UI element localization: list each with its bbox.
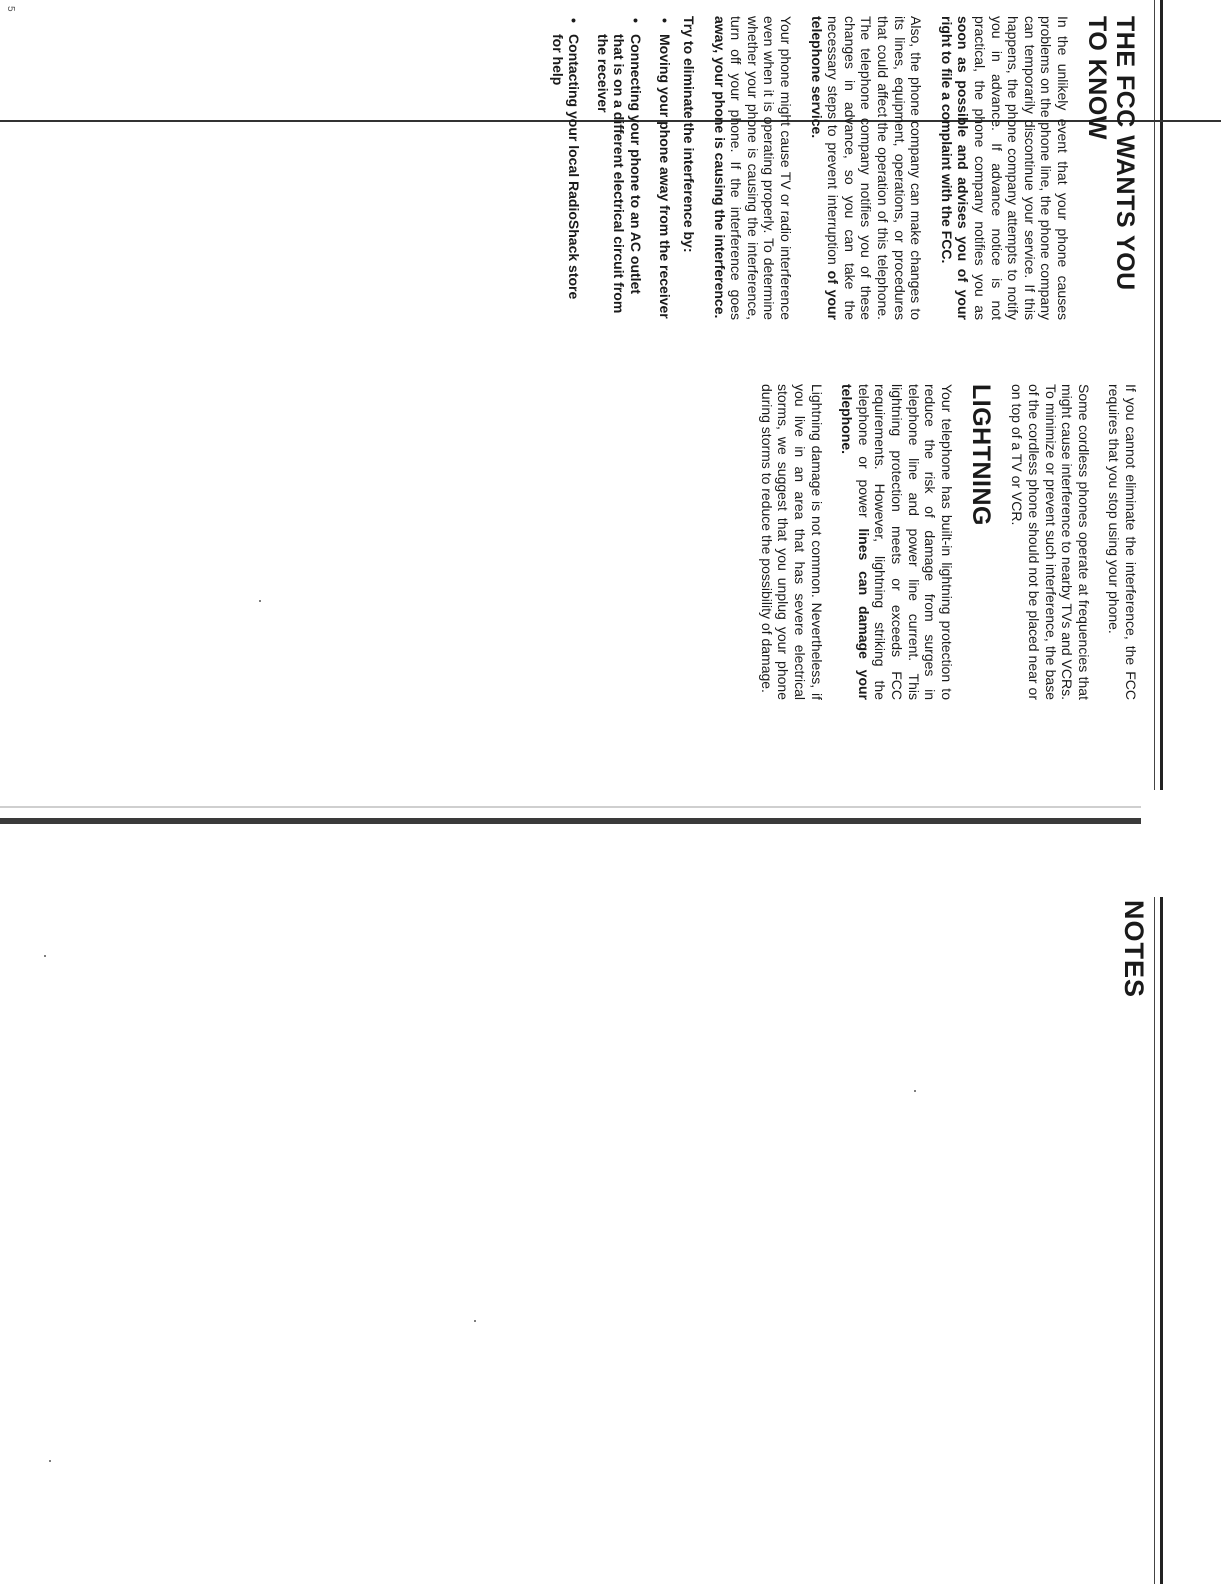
interference-remedy-list [549, 16, 673, 320]
list-item: • Connecting your phone to an AC outlet that is on a different electrical circuit from the receiver [594, 16, 644, 320]
list-item: • Contacting your local RadioShack store for help [549, 16, 582, 320]
fcc-heading: THE FCC WANTS YOU TO KNOW [1083, 16, 1139, 291]
header-rule-left-thick [1160, 0, 1163, 790]
page-fold-shadow [0, 806, 1141, 808]
paragraph-bold-text: of your telephone service. [808, 16, 842, 320]
page-number: 5 [5, 6, 16, 12]
paragraph-phone-company-changes [808, 16, 924, 320]
paragraph-stop-using: If you cannot eliminate the interference, the FCC requires that you stop using your phone. [1106, 384, 1139, 700]
scan-speck [44, 955, 46, 957]
header-rule-right-thin [1154, 897, 1155, 1584]
header-rule-right-thick [1160, 897, 1163, 1584]
scan-speck [474, 1320, 476, 1322]
scan-speck [914, 1090, 916, 1092]
paragraph-text: Your phone might cause TV or radio interference even when it is operating properly. To determine whether your phone is causing the interference, turn off your phone. If the interference goes [728, 16, 795, 320]
paragraph-lightning-protection [839, 384, 955, 700]
header-rule-left-thin [1154, 0, 1155, 790]
paragraph-bold-text: soon as possible and advises you of your right to file a complaint with the FCC. [938, 16, 972, 320]
paragraph-bold-text: lines can damage your telephone. [839, 384, 872, 700]
paragraph-text: In the unlikely event that your phone causes problems on the phone line, the phone company can temporarily discontinue your service. If this happens, the phone company attempts to notify you in advance. If advance notice is not practical, the phone company notifies you as [972, 16, 1071, 320]
scan-speck [259, 600, 261, 602]
paragraph-cordless-frequencies: Some cordless phones operate at frequencies that might cause interference to nearby TVs and VCRs. To minimize or prevent such interference, the base of the cordless phone should not be placed near or on top of a TV or VCR. [1009, 384, 1092, 700]
paragraph-text: Your telephone has built-in lightning protection to reduce the risk of damage from surges in telephone line and power line current. This lightning protection meets or exceeds FCC requirements. However, lightning striking the telephone or power [855, 384, 955, 700]
list-item: • Moving your phone away from the receiver [656, 16, 673, 320]
paragraph-text: Also, the phone company can make changes to its lines, equipment, operations, or procedures that could affect the operation of this telephone. The telephone company notifies you of these changes in advance, so you can take the necessary steps to prevent interruption [825, 16, 925, 320]
scan-speck [49, 1460, 51, 1462]
paragraph-service-interruption [938, 16, 1071, 320]
try-eliminate-label: Try to eliminate the interference by: [681, 16, 698, 253]
page-fold-line [0, 818, 1141, 824]
notes-heading: NOTES [1119, 900, 1149, 999]
paragraph-bold-text: away, your phone is causing the interference. [711, 16, 728, 319]
left-column-1 [537, 16, 1139, 320]
paragraph-tv-radio-interference [711, 16, 794, 320]
paragraph-lightning-damage: Lightning damage is not common. Nevertheless, if you live in an area that has severe electrical storms, we suggest that you unplug your phone during storms to reduce the possibility of damage. [758, 384, 825, 700]
lightning-heading: LIGHTNING [966, 384, 995, 526]
left-column-2 [744, 384, 1139, 700]
